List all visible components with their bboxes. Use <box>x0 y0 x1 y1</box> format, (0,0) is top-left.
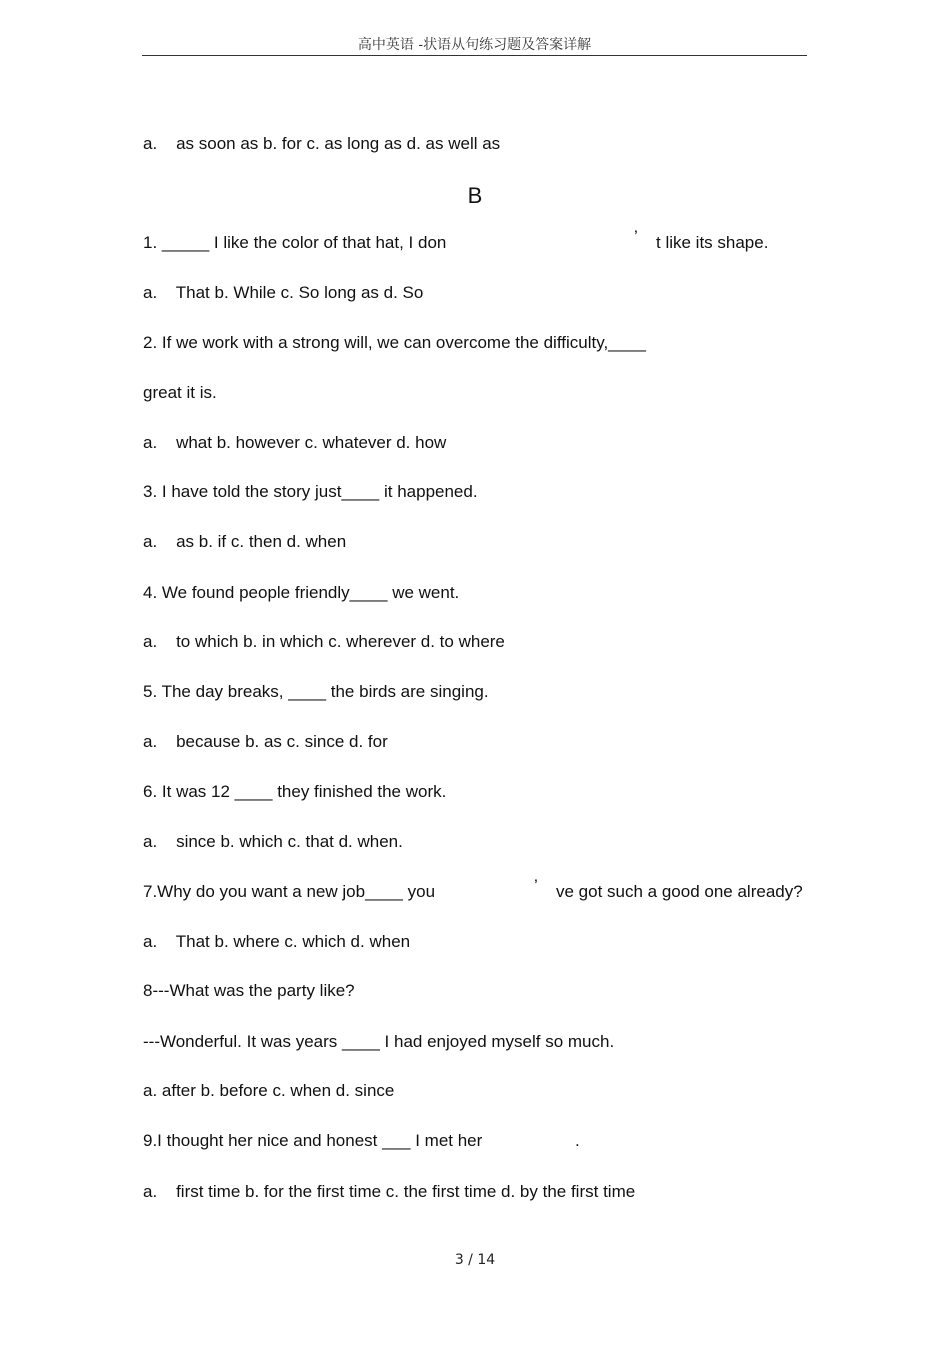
question-2-options: a. what b. however c. whatever d. how <box>143 433 447 452</box>
question-5: 5. The day breaks, ____ the birds are singing. <box>143 682 489 701</box>
question-7: 7.Why do you want a new job____ you <box>143 882 436 901</box>
question-4-options: a. to which b. in which c. wherever d. to where <box>143 632 505 651</box>
question-2-continued: great it is. <box>143 383 217 402</box>
page-number: 3 / 14 <box>454 1252 496 1268</box>
question-9-options: a. first time b. for the first time c. the first time d. by the first time <box>143 1182 636 1201</box>
question-7-continued: ve got such a good one already? <box>556 882 803 901</box>
question-1-continued: t like its shape. <box>656 233 769 252</box>
question-8-options: a. after b. before c. when d. since <box>143 1081 395 1100</box>
question-2: 2. If we work with a strong will, we can overcome the difficulty,____ <box>143 333 646 352</box>
question-3-options: a. as b. if c. then d. when <box>143 532 347 551</box>
question-5-options: a. because b. as c. since d. for <box>143 732 388 751</box>
question-6-options: a. since b. which c. that d. when. <box>143 832 403 851</box>
question-8-continued: ---Wonderful. It was years ____ I had enjoyed myself so much. <box>143 1032 615 1051</box>
page-header: 高中英语 -状语从句练习题及答案详解 <box>357 37 592 53</box>
question-3: 3. I have told the story just____ it happened. <box>143 482 478 501</box>
question-1-options: a. That b. While c. So long as d. So <box>143 283 424 302</box>
options-line: a. as soon as b. for c. as long as d. as well as <box>143 134 501 153</box>
question-6: 6. It was 12 ____ they finished the work. <box>143 782 447 801</box>
question-8: 8---What was the party like? <box>143 981 355 1000</box>
question-9: 9.I thought her nice and honest ___ I met her <box>143 1131 483 1150</box>
section-heading: B <box>467 183 483 208</box>
question-1: 1. _____ I like the color of that hat, I don <box>143 233 447 252</box>
question-1-apostrophe: ’ <box>634 227 638 246</box>
header-divider <box>142 55 807 56</box>
question-4: 4. We found people friendly____ we went. <box>143 583 460 602</box>
question-7-options: a. That b. where c. which d. when <box>143 932 411 951</box>
question-9-end: . <box>575 1131 580 1150</box>
question-7-apostrophe: ’ <box>534 876 538 895</box>
